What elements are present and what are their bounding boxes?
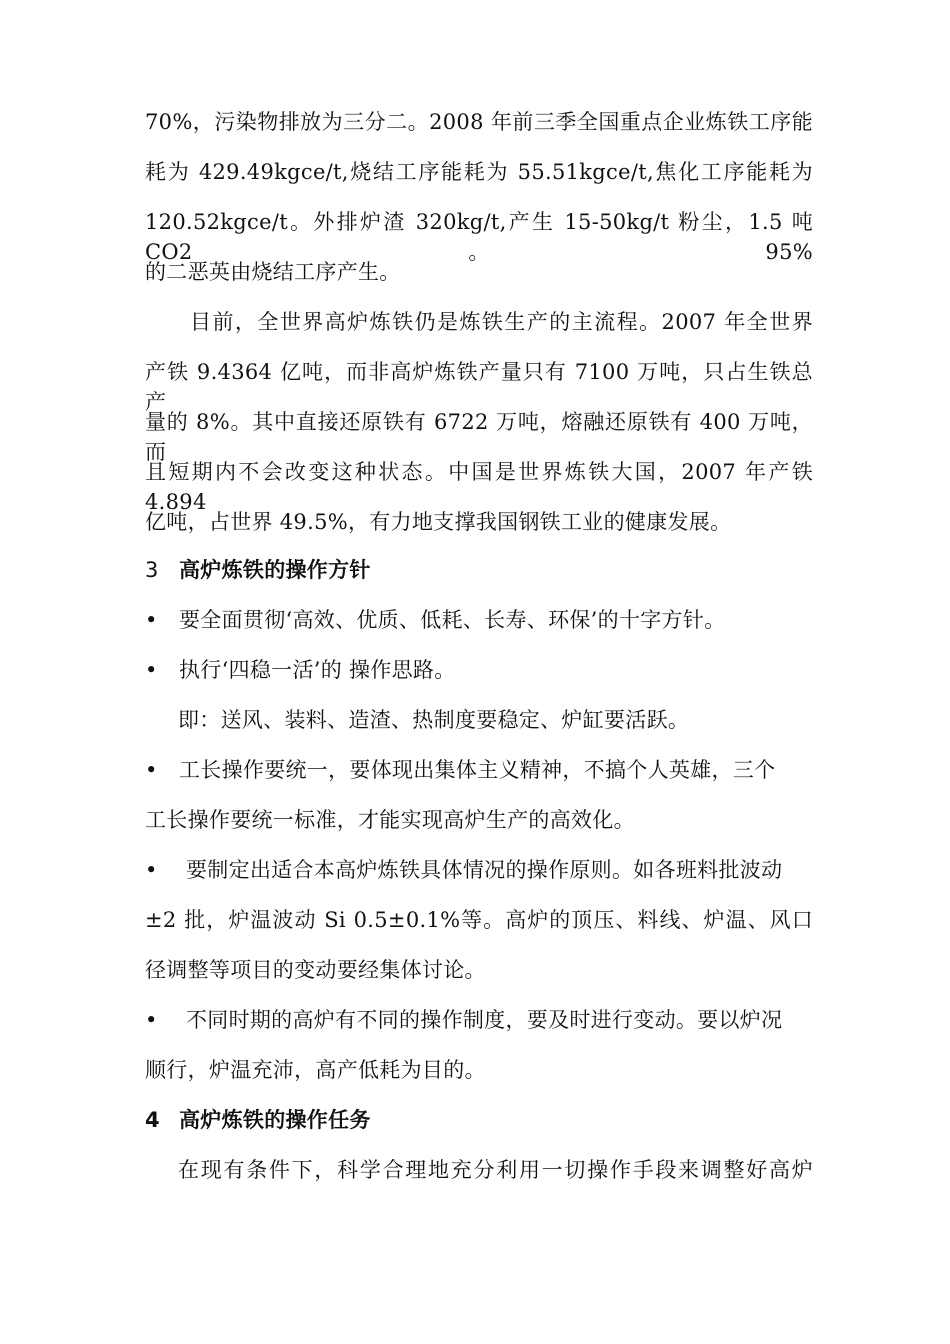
section-3-title: 高炉炼铁的操作方针 <box>179 558 371 582</box>
bullet-3-line-1 <box>145 755 813 785</box>
section-4-heading <box>145 1105 813 1135</box>
paragraph-2-line-3: 量的 8%。其中直接还原铁有 6722 万吨，熔融还原铁有 400 万吨，而 <box>145 410 813 464</box>
bullet-2 <box>145 655 813 685</box>
bullet-4-text-1: 要制定出适合本高炉炼铁具体情况的操作原则。如各班料批波动 <box>179 858 783 882</box>
bullet-3-line-2: 工长操作要统一标准，才能实现高炉生产的高效化。 <box>145 808 635 832</box>
paragraph-1-line-1: 70%，污染物排放为三分二。2008 年前三季全国重点企业炼铁工序能 <box>145 110 813 134</box>
bullet-1-text: 要全面贯彻‘高效、优质、低耗、长寿、环保’的十字方针。 <box>179 608 726 632</box>
bullet-5-line-1 <box>145 1005 813 1035</box>
bullet-marker: • <box>145 758 158 782</box>
bullet-3-text-1: 工长操作要统一，要体现出集体主义精神，不搞个人英雄，三个 <box>179 758 776 782</box>
bullet-5-text-1: 不同时期的高炉有不同的操作制度，要及时进行变动。要以炉况 <box>179 1008 783 1032</box>
bullet-2-subtext: 即：送风、装料、造渣、热制度要稳定、炉缸要活跃。 <box>178 708 690 732</box>
section-4-title: 高炉炼铁的操作任务 <box>179 1108 371 1132</box>
paragraph-2-line-5: 亿吨，占世界 49.5%，有力地支撑我国钢铁工业的健康发展。 <box>145 510 732 534</box>
paragraph-2-line-1: 目前，全世界高炉炼铁仍是炼铁生产的主流程。2007 年全世界 <box>190 310 813 334</box>
bullet-4-line-2: ±2 批，炉温波动 Si 0.5±0.1%等。高炉的顶压、料线、炉温、风口 <box>145 908 813 932</box>
section-4-number: 4 <box>145 1108 160 1132</box>
bullet-marker: • <box>145 608 158 632</box>
paragraph-1-line-2: 耗为 429.49kgce/t,烧结工序能耗为 55.51kgce/t,焦化工序能耗为 <box>145 160 813 184</box>
bullet-marker: • <box>145 658 158 682</box>
paragraph-2-line-2: 产铁 9.4364 亿吨，而非高炉炼铁产量只有 7100 万吨，只占生铁总产 <box>145 360 813 414</box>
paragraph-1-line-4: 的二恶英由烧结工序产生。 <box>145 260 401 284</box>
bullet-4-line-1 <box>145 855 813 885</box>
paragraph-2-line-4: 且短期内不会改变这种状态。中国是世界炼铁大国，2007 年产铁 4.894 <box>145 460 813 514</box>
bullet-marker: • <box>145 858 158 882</box>
paragraph-1-line-3: 120.52kgce/t。外排炉渣 320kg/t,产生 15-50kg/t 粉尘，1.5 吨 CO2。95% <box>145 210 813 264</box>
bullet-5-line-2: 顺行，炉温充沛，高产低耗为目的。 <box>145 1058 486 1082</box>
section-3-number: 3 <box>145 558 159 582</box>
section-4-text-line-1: 在现有条件下，科学合理地充分利用一切操作手段来调整好高炉 <box>178 1158 813 1182</box>
section-3-heading <box>145 555 813 585</box>
bullet-marker: • <box>145 1008 158 1032</box>
bullet-1 <box>145 605 813 635</box>
bullet-4-line-3: 径调整等项目的变动要经集体讨论。 <box>145 958 486 982</box>
bullet-2-text: 执行‘四稳一活’的 操作思路。 <box>179 658 456 682</box>
